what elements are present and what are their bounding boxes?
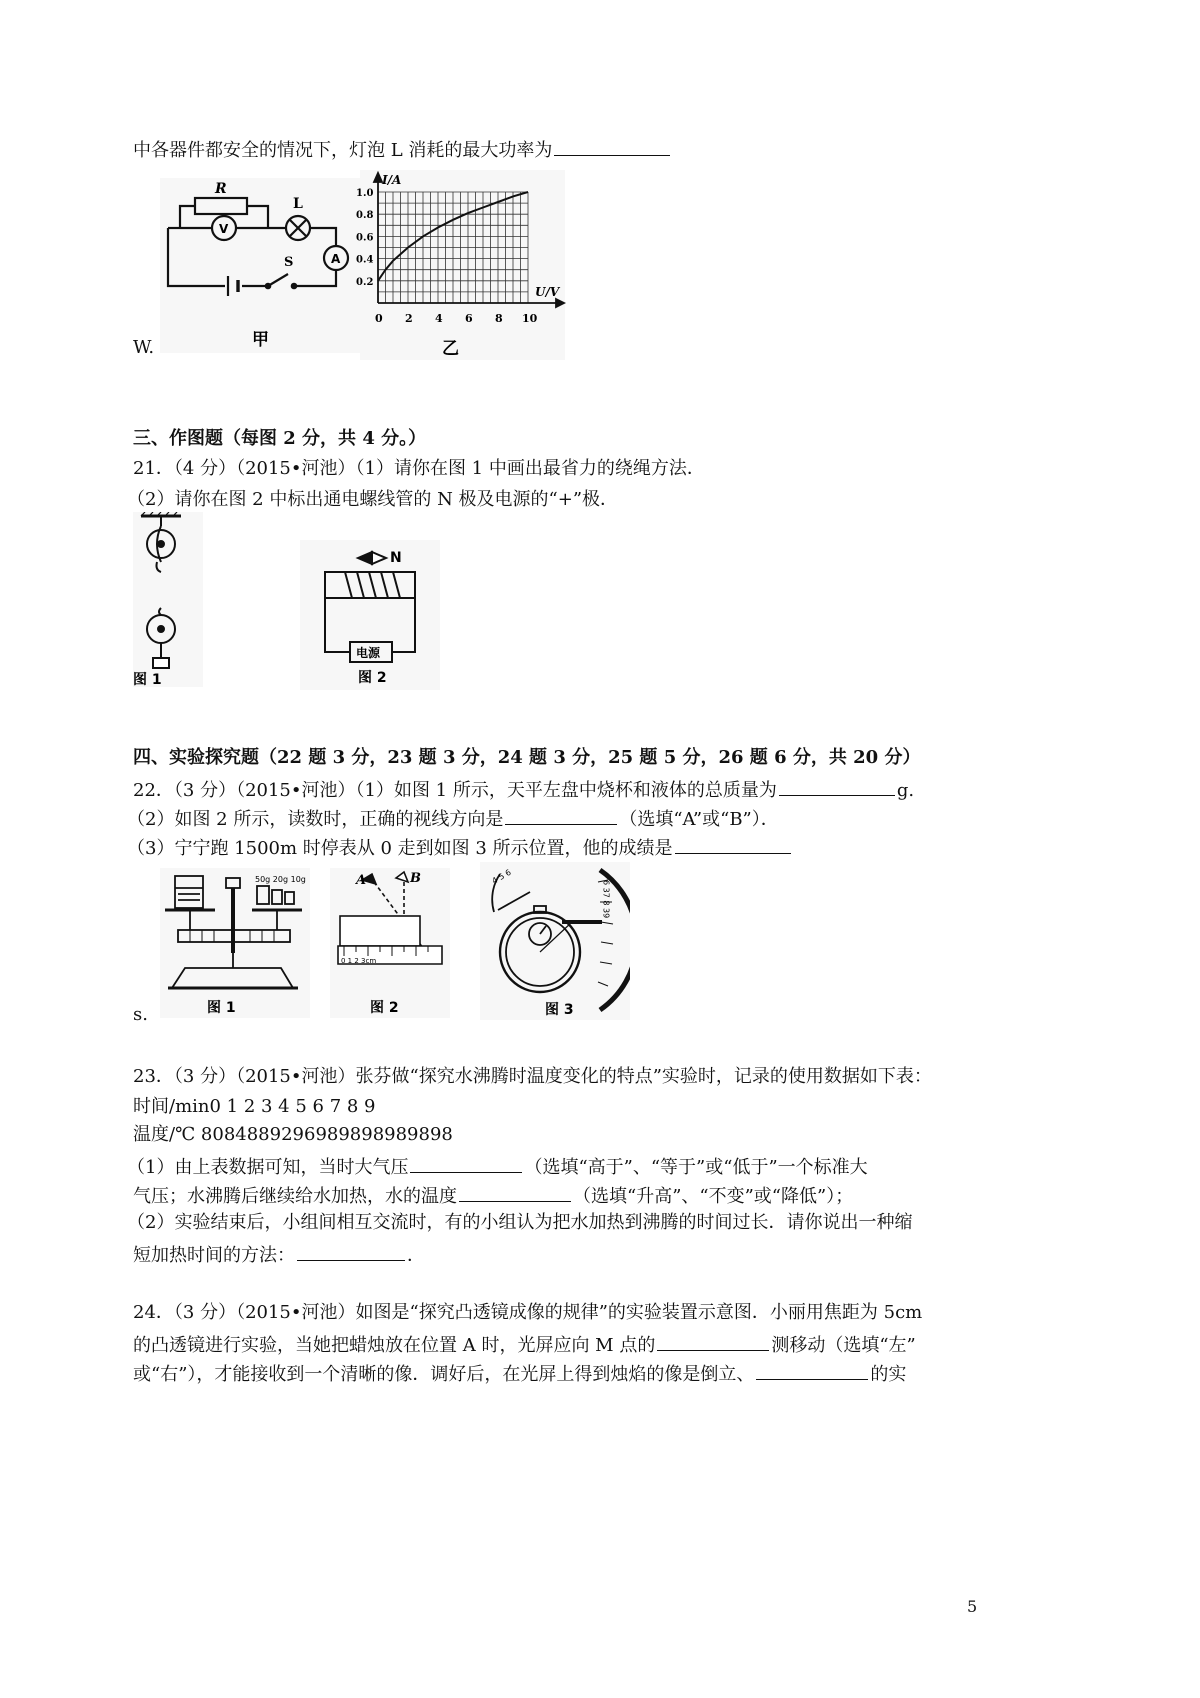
pulley-figure — [133, 512, 203, 687]
iu-graph — [356, 170, 565, 360]
stopwatch-figure — [480, 862, 630, 1020]
y-tick-label: 0.4 — [356, 254, 374, 266]
q23-p2-line: （2）实验结束后，小组间相互交流时，有的小组认为把水加热到沸腾的时间过长．请你说出一种缩 — [127, 1212, 913, 1233]
fig3-caption: 图 3 — [545, 1002, 574, 1018]
answer-blank[interactable] — [297, 1240, 405, 1261]
ruler-figure — [330, 868, 450, 1018]
ammeter-label: A — [331, 252, 341, 266]
page-number: 5 — [967, 1597, 978, 1616]
answer-blank[interactable] — [505, 804, 617, 825]
answer-blank[interactable] — [410, 1152, 522, 1173]
answer-blank[interactable] — [657, 1330, 769, 1351]
y-tick-label: 0.8 — [356, 210, 374, 222]
q21-part2: （2）请你在图 2 中标出通电螺线管的 N 极及电源的“+”极． — [127, 489, 619, 510]
balance-figure — [160, 868, 310, 1018]
x-tick-label: 6 — [465, 312, 473, 325]
chart-grid — [378, 192, 528, 303]
section3-heading: 三、作图题（每图 2 分，共 4 分。） — [133, 428, 427, 449]
q22-part2-line: （2）如图 2 所示，读数时，正确的视线方向是 （选填“A”或“B”）． — [127, 804, 779, 833]
q22-part3-line: （3）宁宁跑 1500m 时停表从 0 走到如图 3 所示位置，他的成绩是 — [127, 833, 793, 862]
fig1-caption: 图 1 — [207, 1000, 236, 1016]
n-pole-label: N — [390, 550, 402, 566]
answer-blank[interactable] — [554, 135, 670, 156]
label-r: R — [215, 181, 227, 197]
circuit-caption: 甲 — [252, 330, 269, 350]
y-tick-label: 0.2 — [356, 276, 374, 288]
q21-stem: 21．（4 分）（2015•河池）（1）请你在图 1 中画出最省力的绕绳方法． — [133, 458, 705, 479]
q23-stem: 23．（3 分）（2015•河池）张芬做“探究水沸腾时温度变化的特点”实验时，记录的使用数据如下表： — [133, 1066, 932, 1087]
q24-line3: 或“右”），才能接收到一个清晰的像．调好后，在光屏上得到烛焰的像是倒立、 的实 — [133, 1359, 906, 1388]
answer-blank[interactable] — [756, 1359, 868, 1380]
x-tick-label: 0 — [375, 312, 383, 325]
fig2-caption: 图 2 — [370, 1000, 399, 1016]
y-tick-label: 0.6 — [356, 232, 374, 244]
x-tick-label: 4 — [435, 312, 443, 325]
power-source-label: 电源 — [356, 646, 381, 660]
balance-weights-label: 50g 20g 10g — [255, 875, 306, 884]
fig1-caption: 图 1 — [133, 672, 162, 687]
q22-unit: s. — [133, 1004, 148, 1025]
section4-heading: 四、实验探究题（22 题 3 分，23 题 3 分，24 题 3 分，25 题 5 分，26 题 6 分，共 20 分） — [133, 747, 921, 768]
q22-stem-line: 22．（3 分）（2015•河池）（1）如图 1 所示，天平左盘中烧杯和液体的总质量为 g. — [133, 775, 914, 804]
answer-blank[interactable] — [675, 833, 791, 854]
label-s: S — [284, 255, 294, 270]
q20-tail-line: 中各器件都安全的情况下，灯泡 L 消耗的最大功率为 — [133, 135, 672, 164]
answer-blank[interactable] — [779, 775, 895, 796]
q23-p2-line2: 短加热时间的方法： ． — [133, 1240, 425, 1269]
q23-p1-line2: 气压；水沸腾后继续给水加热，水的温度 （选填“升高”、“不变”或“降低”）； — [133, 1181, 853, 1210]
q24-line1: 24．（3 分）（2015•河池）如图是“探究凸透镜成像的规律”的实验装置示意图．小丽用焦距为 5cm — [133, 1302, 923, 1323]
sight-a-label: A — [356, 873, 367, 888]
second-scale-label: 6 37 8 39 — [601, 880, 611, 919]
x-tick-label: 10 — [522, 312, 538, 325]
label-l: L — [293, 196, 303, 212]
q24-line2: 的凸透镜进行实验，当她把蜡烛放在位置 A 时，光屏应向 M 点的 测移动（选填“左” — [133, 1330, 916, 1359]
ruler-scale-label: 0 1 2 3cm — [341, 957, 377, 965]
x-axis-label: U/V — [535, 285, 560, 299]
x-tick-label: 8 — [495, 312, 503, 325]
graph-caption: 乙 — [442, 339, 459, 359]
circuit-diagram — [160, 178, 360, 353]
y-axis-label: I/A — [382, 173, 402, 187]
voltmeter-label: V — [219, 222, 229, 236]
q23-temp-row: 温度/℃ 8084889296989898989898 — [133, 1124, 453, 1145]
q20-unit: W. — [133, 337, 155, 358]
minute-scale-label: 4 5 6 — [490, 867, 513, 886]
answer-blank[interactable] — [459, 1181, 571, 1202]
x-tick-label: 2 — [405, 312, 413, 325]
y-tick-label: 1.0 — [356, 188, 374, 199]
solenoid-figure — [300, 540, 440, 690]
q23-p1-line: （1）由上表数据可知，当时大气压 （选填“高于”、“等于”或“低于”一个标准大 — [127, 1152, 868, 1181]
fig2-caption: 图 2 — [358, 670, 387, 686]
q23-time-row: 时间/min0 1 2 3 4 5 6 7 8 9 — [133, 1096, 376, 1117]
sight-b-label: B — [410, 871, 421, 886]
